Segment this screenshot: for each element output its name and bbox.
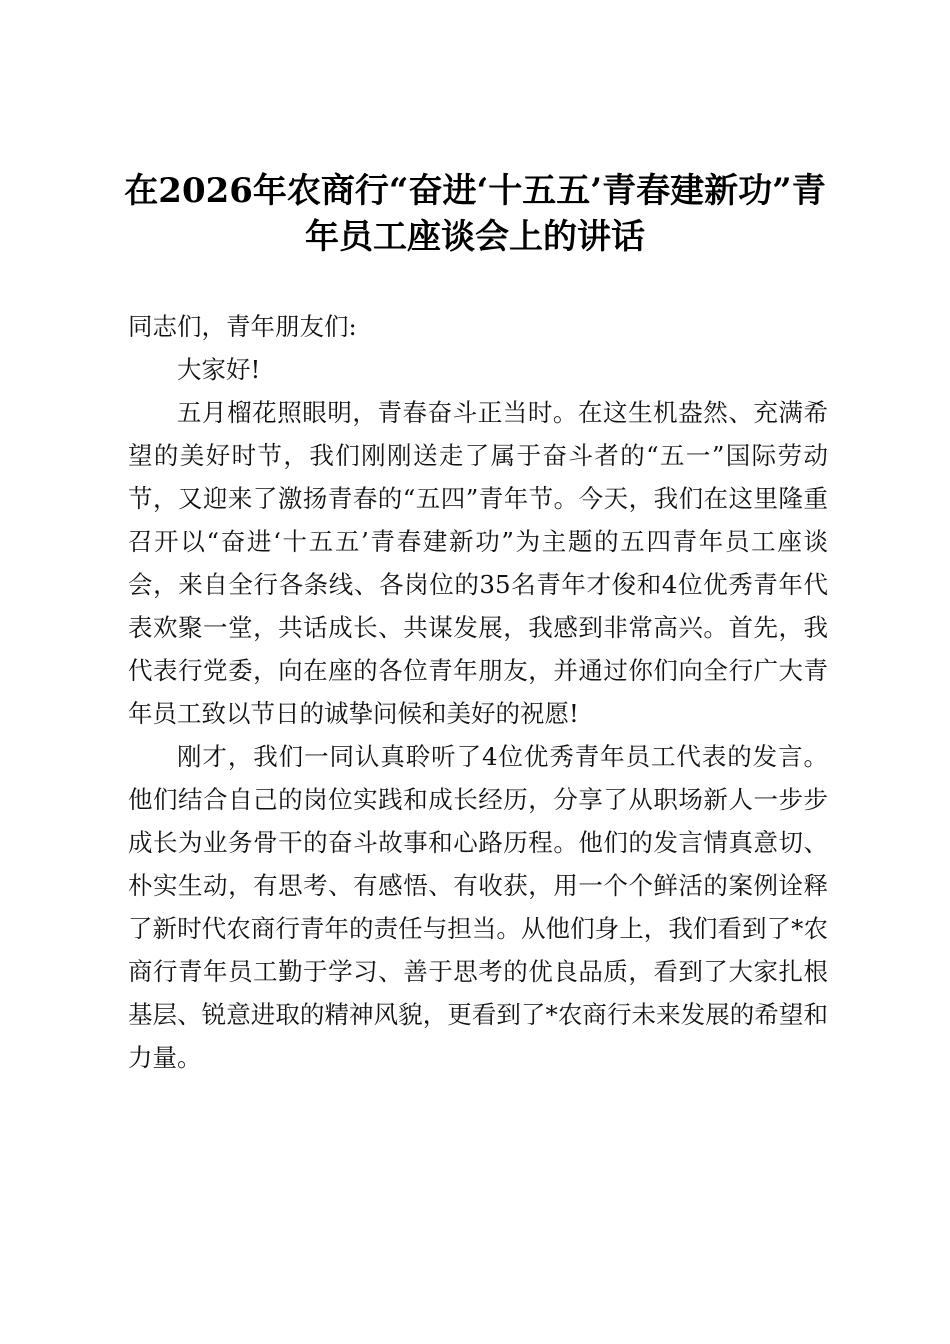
document-title: 在2026年农商行“奋进‘十五五’青春建新功”青年员工座谈会上的讲话 (124, 171, 826, 257)
document-body (128, 305, 828, 1079)
paragraph-opening: 五月榴花照眼明，青春奋斗正当时。在这生机盎然、充满希望的美好时节，我们刚刚送走了属于奋斗者的“五一”国际劳动节，又迎来了激扬青春的“五四”青年节。今天，我们在这里隆重召开以“奋进‘十五五’青春建新功”为主题的五四青年员工座谈会，来自全行各条线、各岗位的35名青年才俊和4位优秀青年代表欢聚一堂，共话成长、共谋发展，我感到非常高兴。首先，我代表行党委，向在座的各位青年朋友，并通过你们向全行广大青年员工致以节日的诚挚问候和美好的祝愿! (128, 398, 828, 728)
greeting: 大家好! (177, 355, 261, 384)
paragraph-representatives: 刚才，我们一同认真聆听了4位优秀青年员工代表的发言。他们结合自己的岗位实践和成长经历，分享了从职场新人一步步成长为业务骨干的奋斗故事和心路历程。他们的发言情真意切、朴实生动，有思考、有感悟、有收获，用一个个鲜活的案例诠释了新时代农商行青年的责任与担当。从他们身上，我们看到了*农商行青年员工勤于学习、善于思考的优良品质，看到了大家扎根基层、锐意进取的精神风貌，更看到了*农商行未来发展的希望和力量。 (128, 742, 828, 1072)
salutation: 同志们，青年朋友们: (128, 312, 357, 341)
